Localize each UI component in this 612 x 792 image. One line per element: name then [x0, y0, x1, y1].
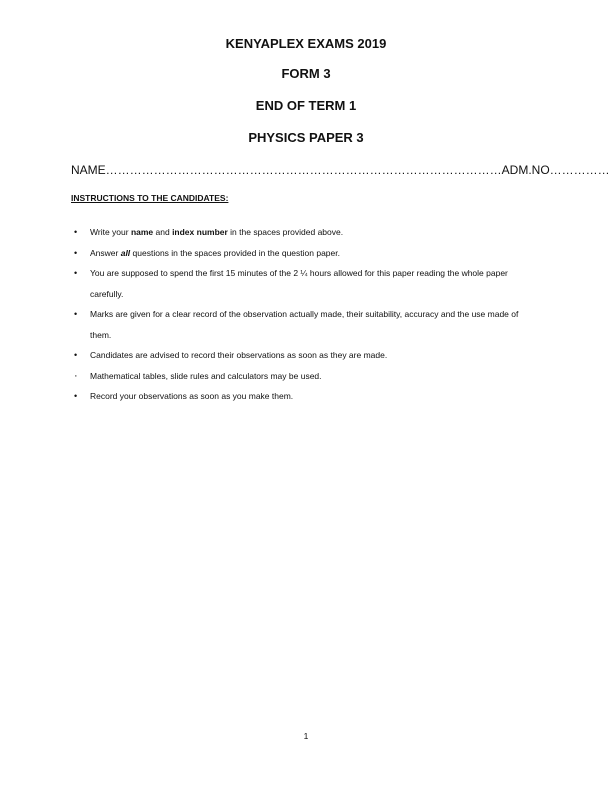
name-field[interactable]: ………………………………………………………………………………………: [105, 163, 502, 177]
term-label: END OF TERM 1: [255, 98, 357, 113]
name-label: NAME: [71, 163, 106, 177]
instruction-item: • Candidates are advised to record their observations as soon as they are made.: [71, 345, 541, 366]
exam-title: KENYAPLEX EXAMS 2019: [225, 36, 387, 51]
instruction-item: • You are supposed to spend the first 15 minutes of the 2 ¼ hours allowed for this paper reading the whole paper carefully.: [71, 263, 541, 304]
instruction-item: • Write your name and index number in the spaces provided above.: [71, 222, 541, 243]
instructions-list: [71, 222, 541, 407]
instructions-heading: INSTRUCTIONS TO THE CANDIDATES:: [71, 193, 229, 203]
paper-title: PHYSICS PAPER 3: [248, 130, 364, 145]
form-level: FORM 3: [281, 66, 331, 81]
instruction-item: • Record your observations as soon as you make them.: [71, 386, 541, 407]
instruction-item: • Answer all questions in the spaces provided in the question paper.: [71, 243, 541, 264]
page-number: 1: [303, 731, 309, 741]
instruction-item: • Marks are given for a clear record of the observation actually made, their suitability, accuracy and the use made of them.: [71, 304, 541, 345]
adm-no-label: ADM.NO: [501, 163, 550, 177]
instruction-item: · Mathematical tables, slide rules and calculators may be used.: [71, 366, 541, 387]
adm-no-field[interactable]: ……………: [549, 163, 610, 177]
candidate-details-line: [71, 163, 610, 177]
